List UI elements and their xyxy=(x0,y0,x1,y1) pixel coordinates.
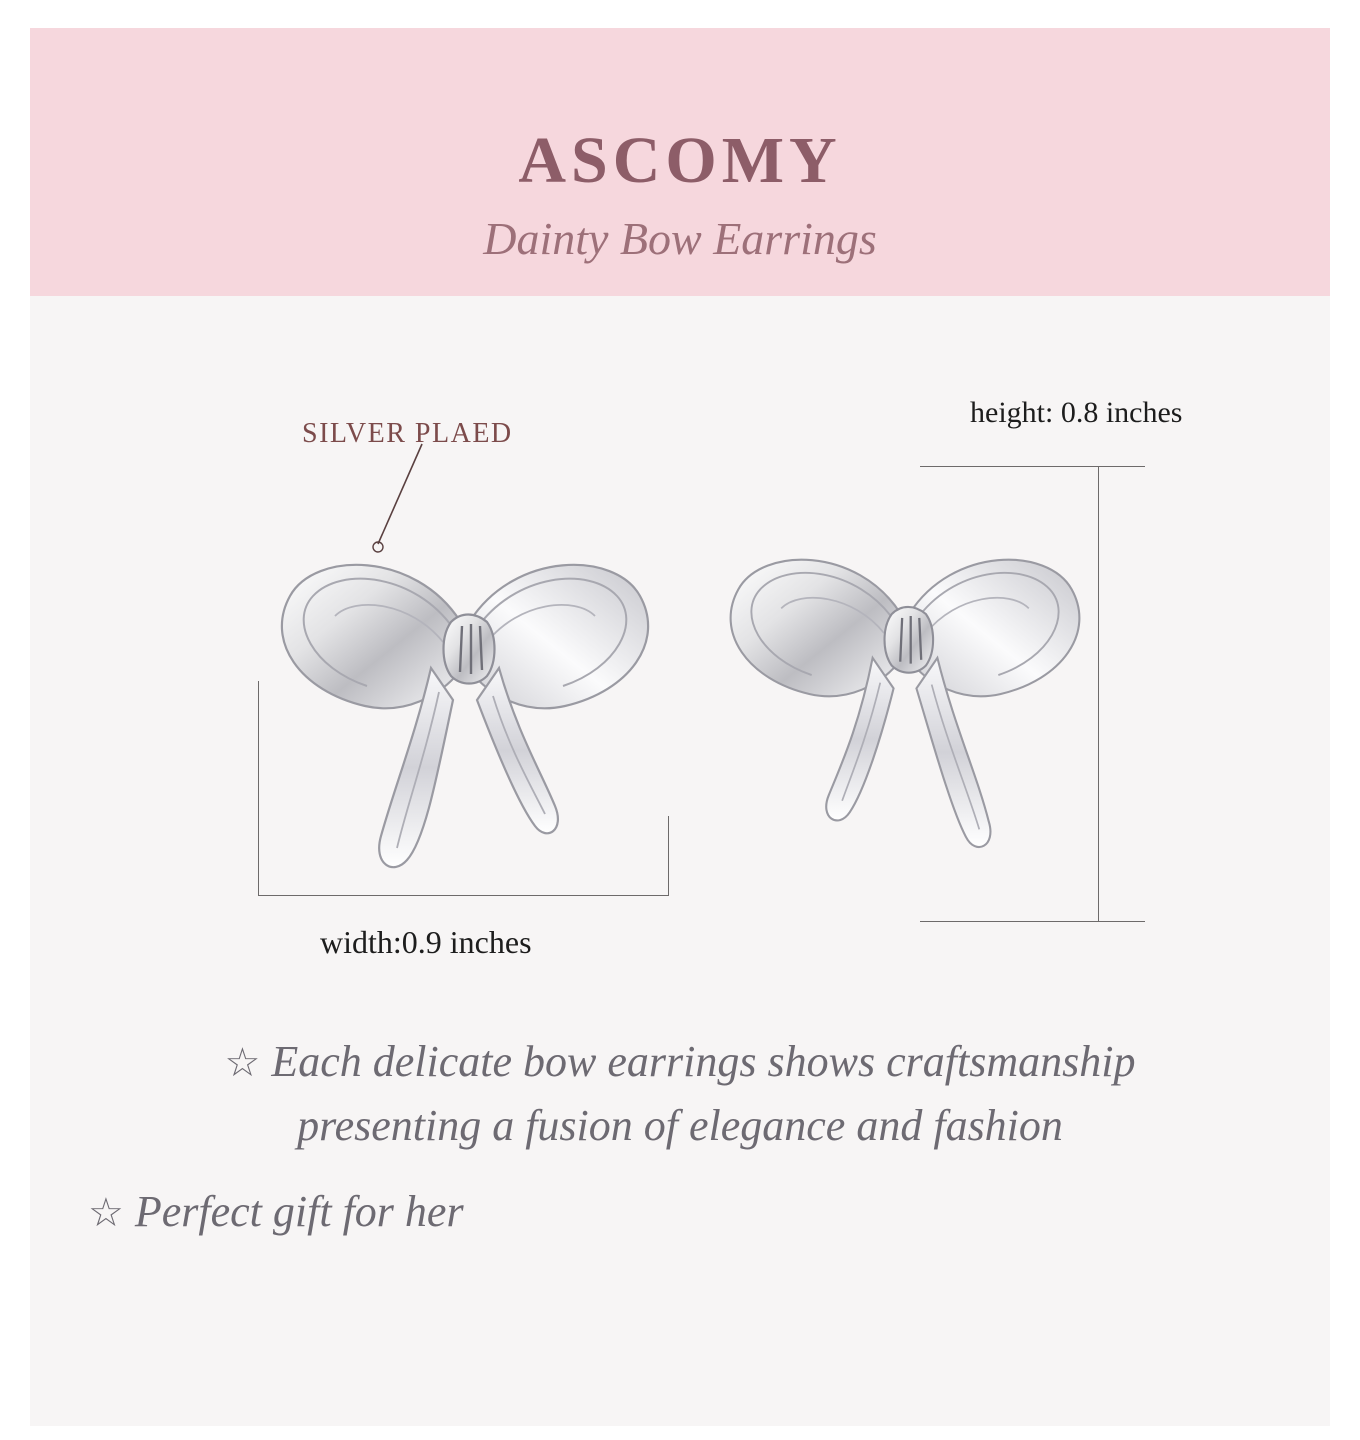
width-dimension-line xyxy=(258,895,668,896)
bow-earring-left-image xyxy=(255,456,675,876)
feature-bullet-2-text: Perfect gift for her xyxy=(134,1186,464,1236)
bow-earring-right-image xyxy=(705,456,1105,856)
height-tick-bottom xyxy=(920,921,1145,922)
brand-header-banner xyxy=(30,28,1330,296)
material-callout-label: SILVER PLAED xyxy=(302,418,513,449)
star-icon-2: ☆ xyxy=(88,1189,124,1235)
feature-bullet-1 xyxy=(60,1030,1300,1158)
width-measurement-label: width:0.9 inches xyxy=(320,924,532,960)
page-bottom-margin xyxy=(0,1426,1360,1440)
feature-bullet-2 xyxy=(60,1180,1300,1244)
feature-bullet-1-text-1: Each delicate bow earrings shows craftsmanship xyxy=(271,1037,1136,1086)
page-top-margin xyxy=(0,0,1360,28)
product-image-section xyxy=(30,296,1330,1016)
feature-bullet-1-line-1 xyxy=(60,1030,1300,1094)
product-tagline: Dainty Bow Earrings xyxy=(483,213,877,264)
feature-bullets xyxy=(60,1030,1300,1243)
feature-bullet-1-line-2: presenting a fusion of elegance and fashion xyxy=(297,1100,1063,1150)
height-measurement-label: height: 0.8 inches xyxy=(970,396,1183,429)
star-icon: ☆ xyxy=(224,1040,261,1085)
brand-name: ASCOMY xyxy=(518,124,842,197)
